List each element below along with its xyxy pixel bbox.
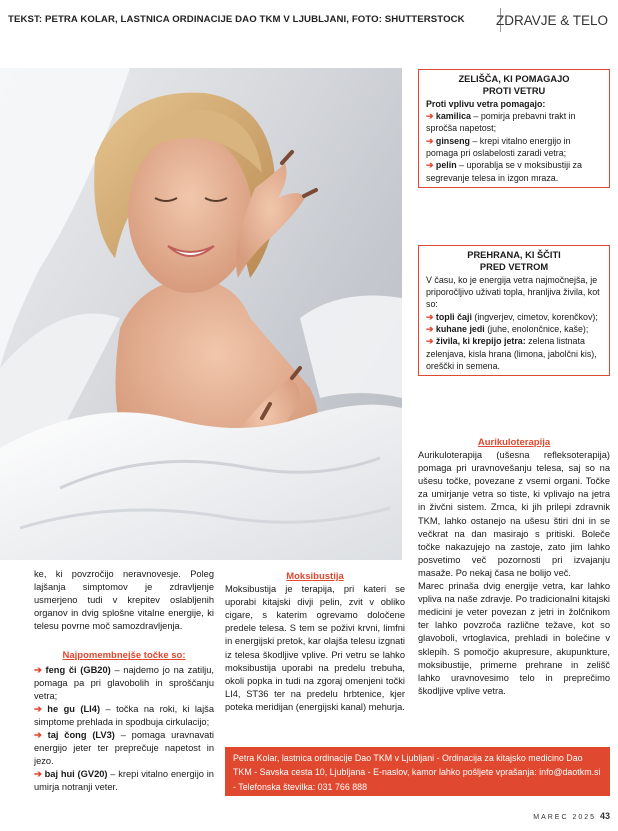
arrow-right-icon: ➔: [426, 135, 434, 146]
herbs-box: [418, 69, 610, 188]
moxibustion-paragraph: Moksibustija je terapija, pri kateri se uporabi kitajski divji pelin, zvit v obliko cigare, s katerim ogrevamo določene predele telesa. S tem se poživi krvni, limfni in energijski pretok, kar olajša telesu izgnati iz telesa škodljive vplive. Pri vetru se lahko moksibustija uporabi na predelu trebuha, okoli popka in tudi na zgoraj omenjeni točki LI4, ST36 ter na predelu hrbtenice, kjer poteka meridijan (energijski kanal) mehurja.: [225, 584, 405, 712]
woman-portrait-image: [0, 68, 402, 560]
moxibustion-column: [225, 570, 405, 714]
article-photo: [0, 68, 402, 560]
list-item: ➔ kuhane jedi (juhe, enolončnice, kaše);: [426, 324, 589, 334]
arrow-right-icon: ➔: [426, 160, 434, 171]
arrow-right-icon: ➔: [426, 311, 434, 322]
auriculotherapy-column: [418, 436, 610, 698]
list-item: ➔ kamilica – pomirja prebavni trakt in spročša napetost;: [426, 111, 576, 134]
left-paragraph: ke, ki povzročijo neravnovesje. Poleg lajšanja simptomov je zdravljenje usmerjeno tudi v krepitev oslabljenih organov in dvig splošne vitalne energije, ki telesu povrne moč samozdravljenja.: [34, 569, 214, 632]
list-item: ➔ živila, ki krepijo jetra: zelena listnata zelenjava, kisla hrana (limona, jabolčni kis), oreščki in semena.: [426, 336, 597, 371]
arrow-right-icon: ➔: [426, 336, 434, 347]
section-label: ZDRAVJE & TELO: [500, 8, 618, 32]
list-item: ➔ taj čong (LV3) – pomaga uravnavati energijo jeter ter preprečuje napetost in jezo.: [34, 730, 214, 767]
left-column: [34, 568, 214, 795]
nutrition-box: [418, 245, 610, 376]
article-credit: TEKST: PETRA KOLAR, LASTNICA ORDINACIJE DAO TKM V LJUBLJANI, FOTO: SHUTTERSTOCK: [8, 14, 465, 25]
contact-info-box: Petra Kolar, lastnica ordinacije Dao TKM v Ljubljani - Ordinacija za kitajsko medicino Dao TKM - Savska cesta 10, Ljubljana - E-naslov, kamor lahko pošljete vprašanja: info@daotkm.si - Telefonska številka: 031 766 888: [225, 747, 610, 796]
list-item: ➔ baj hui (GV20) – krepi vitalno energijo in umirja notranji veter.: [34, 769, 214, 793]
list-item: ➔ ginseng – krepi vitalno energijo in pomaga pri oslabelosti zaradi vetra;: [426, 135, 571, 158]
herbs-box-title: ZELIŠČA, KI POMAGAJO PROTI VETRU: [458, 74, 570, 97]
nutrition-box-intro: V času, ko je energija vetra najmočnejša, je priporočljivo uživati topla, hranljiva živila, kot so:: [426, 274, 600, 310]
arrow-right-icon: ➔: [426, 111, 434, 122]
list-item: ➔ feng či (GB20) – najdemo jo na zatilju, pomaga pa pri glavobolih in sproščanju vetra;: [34, 664, 214, 701]
auriculotherapy-heading: Aurikuloterapija: [477, 437, 551, 448]
arrow-right-icon: ➔: [34, 664, 42, 675]
list-item: ➔ pelin – uporablja se v moksibustiji za segrevanje telesa in izgon mraza.: [426, 160, 582, 183]
list-item: ➔ topli čaji (ingverjev, cimetov, korenčkov);: [426, 311, 598, 322]
herbs-box-intro: Proti vplivu vetra pomagajo:: [426, 98, 546, 109]
arrow-right-icon: ➔: [426, 324, 434, 334]
arrow-right-icon: ➔: [34, 769, 42, 780]
points-heading: Najpomembnejše točke so:: [62, 650, 186, 662]
arrow-right-icon: ➔: [34, 730, 42, 741]
page-number: MAREC 2025 43: [533, 811, 610, 821]
list-item: ➔ he gu (LI4) – točka na roki, ki lajša simptome prehlada in spodbuja cirkulacijo;: [34, 703, 214, 727]
moxibustion-heading: Moksibustija: [286, 571, 344, 582]
nutrition-box-title: PREHRANA, KI ŠČITI PRED VETROM: [467, 250, 561, 273]
auriculotherapy-paragraph: Aurikuloterapija (ušesna refleksoterapija) pomaga pri uravnovešanju telesa, saj so na ušesu točke, povezane z vsemi organi. Točke za umirjanje vetra so tiste, ki vplivajo na jetra in živčni sistem. Zrnca, ki jih prilepi zdravnik TKM, lahko ostanejo na ušesu štiri dni in se večkrat na dan masirajo s pritiski. Boleče točke nakazujejo na zastoje, zato jim lahko posvetimo več pozornosti pri izvajanju masaže. Po nekaj časa ne bolijo več.: [418, 450, 610, 578]
arrow-right-icon: ➔: [34, 703, 42, 714]
march-paragraph: Marec prinaša dvig energije vetra, kar lahko vpliva na naše zdravje. Po tradicionalni kitajski medicini je veter povezan z jetri in žolčnikom ter lahko povzroča različne težave, kot so glavoboli, vrtoglavica, prehladi in bolečine v sklepih. S pomočjo akupresure, akupunkture, moksibustije, primerne prehrane in zelišč lahko uravnovesimo telo in preprečimo škodljive vplive vetra.: [418, 581, 610, 696]
